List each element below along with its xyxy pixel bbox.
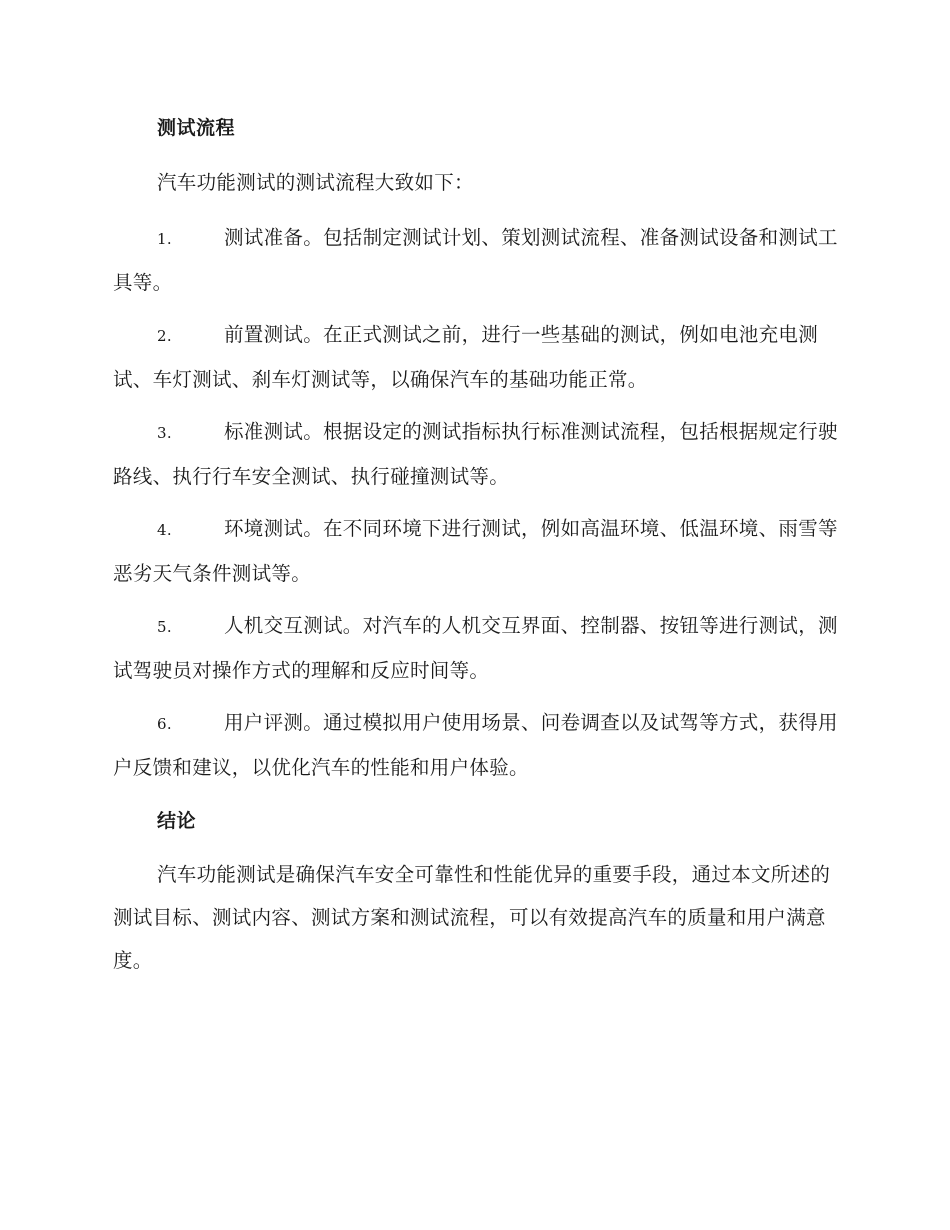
list-item xyxy=(113,604,838,692)
conclusion-paragraph: 汽车功能测试是确保汽车安全可靠性和性能优异的重要手段，通过本文所述的测试目标、测试内容、测试方案和测试流程，可以有效提高汽车的质量和用户满意度。 xyxy=(113,863,831,972)
list-item-number: 6. xyxy=(157,715,172,733)
list-item-text: 前置测试。在正式测试之前，进行一些基础的测试，例如电池充电测试、车灯测试、刹车灯测试等，以确保汽车的基础功能正常。 xyxy=(113,323,819,391)
list-item xyxy=(113,701,838,789)
intro-paragraph: 汽车功能测试的测试流程大致如下： xyxy=(157,171,474,194)
list-item xyxy=(113,216,838,304)
list-item-text: 标准测试。根据设定的测试指标执行标准测试流程，包括根据规定行驶路线、执行行车安全测试、执行碰撞测试等。 xyxy=(113,420,838,488)
list-item-number: 5. xyxy=(157,618,172,636)
list-item-number: 3. xyxy=(157,424,172,442)
list-item-text: 人机交互测试。对汽车的人机交互界面、控制器、按钮等进行测试，测试驾驶员对操作方式的理解和反应时间等。 xyxy=(113,614,838,682)
section-heading-conclusion: 结论 xyxy=(157,810,197,832)
list-item-number: 4. xyxy=(157,521,172,539)
list-item xyxy=(113,410,838,498)
list-item-text: 测试准备。包括制定测试计划、策划测试流程、准备测试设备和测试工具等。 xyxy=(113,226,838,294)
list-item-number: 1. xyxy=(157,230,172,248)
section-heading-test-process: 测试流程 xyxy=(157,117,236,139)
list-item-number: 2. xyxy=(157,327,172,345)
list-item xyxy=(113,507,838,595)
list-item-text: 用户评测。通过模拟用户使用场景、问卷调查以及试驾等方式，获得用户反馈和建议，以优化汽车的性能和用户体验。 xyxy=(113,711,838,779)
list-item xyxy=(113,313,838,401)
list-item-text: 环境测试。在不同环境下进行测试，例如高温环境、低温环境、雨雪等恶劣天气条件测试等。 xyxy=(113,517,838,585)
